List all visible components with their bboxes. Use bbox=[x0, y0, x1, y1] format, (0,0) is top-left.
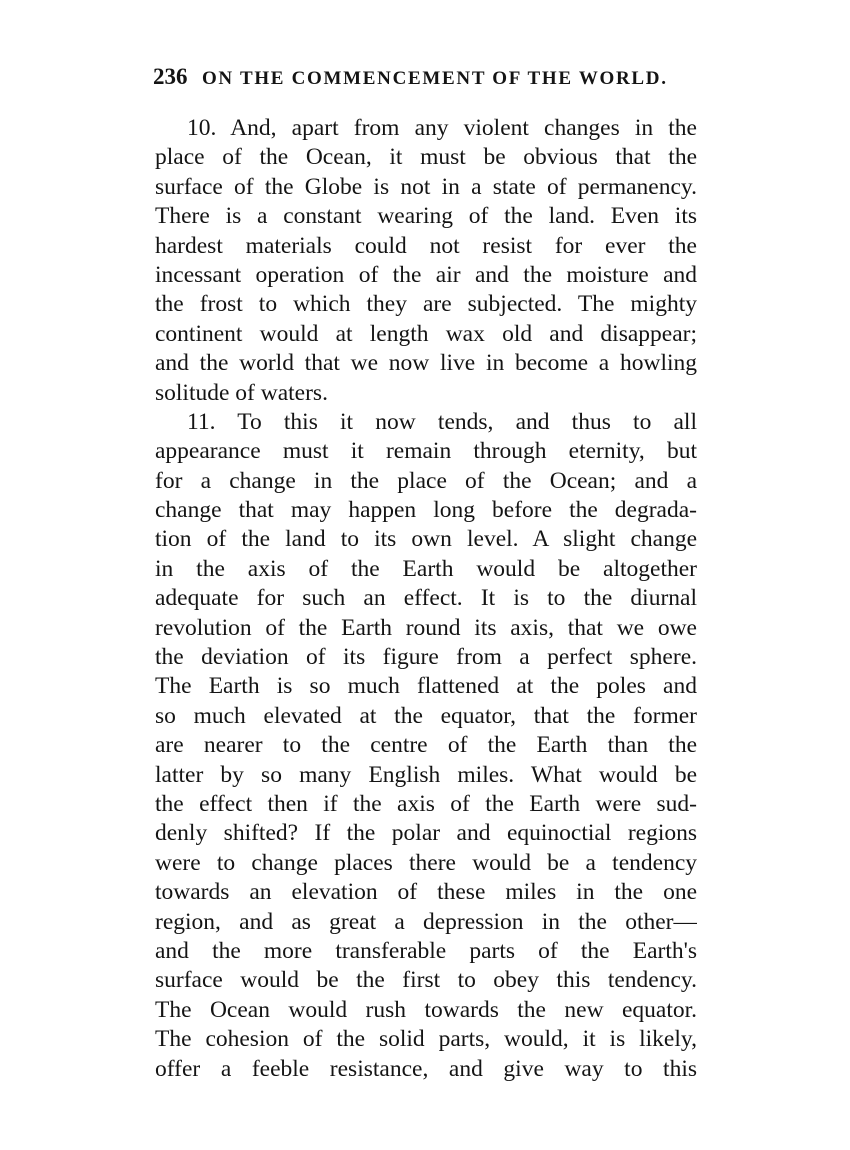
text-line: solitude of waters. bbox=[155, 379, 328, 406]
text-line: There is a constant wearing of the land. Even its bbox=[155, 203, 697, 230]
text-line: offer a feeble resistance, and give way to this bbox=[155, 1055, 697, 1082]
running-title: ON THE COMMENCEMENT OF THE WORLD. bbox=[201, 68, 668, 89]
text-line: hardest materials could not resist for ever the bbox=[155, 232, 697, 259]
text-line: the effect then if the axis of the Earth were sud- bbox=[155, 790, 697, 817]
text-line: The Ocean would rush towards the new equator. bbox=[155, 996, 697, 1023]
text-line: and the more transferable parts of the Earth's bbox=[155, 937, 697, 964]
text-line: the deviation of its figure from a perfect sphere. bbox=[155, 644, 697, 671]
paragraph-11 bbox=[155, 408, 697, 1084]
text-line: surface would be the first to obey this tendency. bbox=[155, 967, 697, 994]
text-line: appearance must it remain through eternity, but bbox=[155, 438, 697, 465]
text-line: surface of the Globe is not in a state of permanency. bbox=[155, 173, 697, 200]
text-line: The Earth is so much flattened at the poles and bbox=[155, 673, 697, 700]
text-line: latter by so many English miles. What would be bbox=[155, 761, 697, 788]
text-line: the frost to which they are subjected. The mighty bbox=[155, 291, 697, 318]
text-line: in the axis of the Earth would be altogether bbox=[155, 555, 697, 582]
text-line: 11. To this it now tends, and thus to all bbox=[187, 408, 697, 435]
text-line: continent would at length wax old and disappear; bbox=[155, 320, 697, 347]
text-line: towards an elevation of these miles in the one bbox=[155, 879, 697, 906]
text-line: so much elevated at the equator, that the former bbox=[155, 702, 697, 729]
page-number: 236 bbox=[153, 64, 188, 89]
text-line: 10. And, apart from any violent changes in the bbox=[187, 115, 697, 141]
text-line: and the world that we now live in become a howling bbox=[155, 350, 697, 377]
text-line: denly shifted? If the polar and equinoctial regions bbox=[155, 820, 697, 847]
body-text bbox=[155, 114, 697, 1084]
text-line: place of the Ocean, it must be obvious that the bbox=[155, 144, 697, 171]
text-line: for a change in the place of the Ocean; and a bbox=[155, 467, 697, 494]
text-line: tion of the land to its own level. A slight change bbox=[155, 526, 697, 553]
text-line: are nearer to the centre of the Earth than the bbox=[155, 732, 697, 759]
text-line: incessant operation of the air and the moisture and bbox=[155, 261, 697, 288]
text-line: The cohesion of the solid parts, would, it is likely, bbox=[155, 1026, 697, 1053]
text-line: region, and as great a depression in the other— bbox=[155, 908, 697, 935]
running-head bbox=[153, 64, 713, 90]
text-line: were to change places there would be a tendency bbox=[155, 849, 697, 876]
text-line: change that may happen long before the degrada- bbox=[155, 497, 697, 524]
paragraph-10 bbox=[155, 114, 697, 408]
text-line: adequate for such an effect. It is to the diurnal bbox=[155, 585, 697, 612]
text-line: revolution of the Earth round its axis, that we owe bbox=[155, 614, 697, 641]
